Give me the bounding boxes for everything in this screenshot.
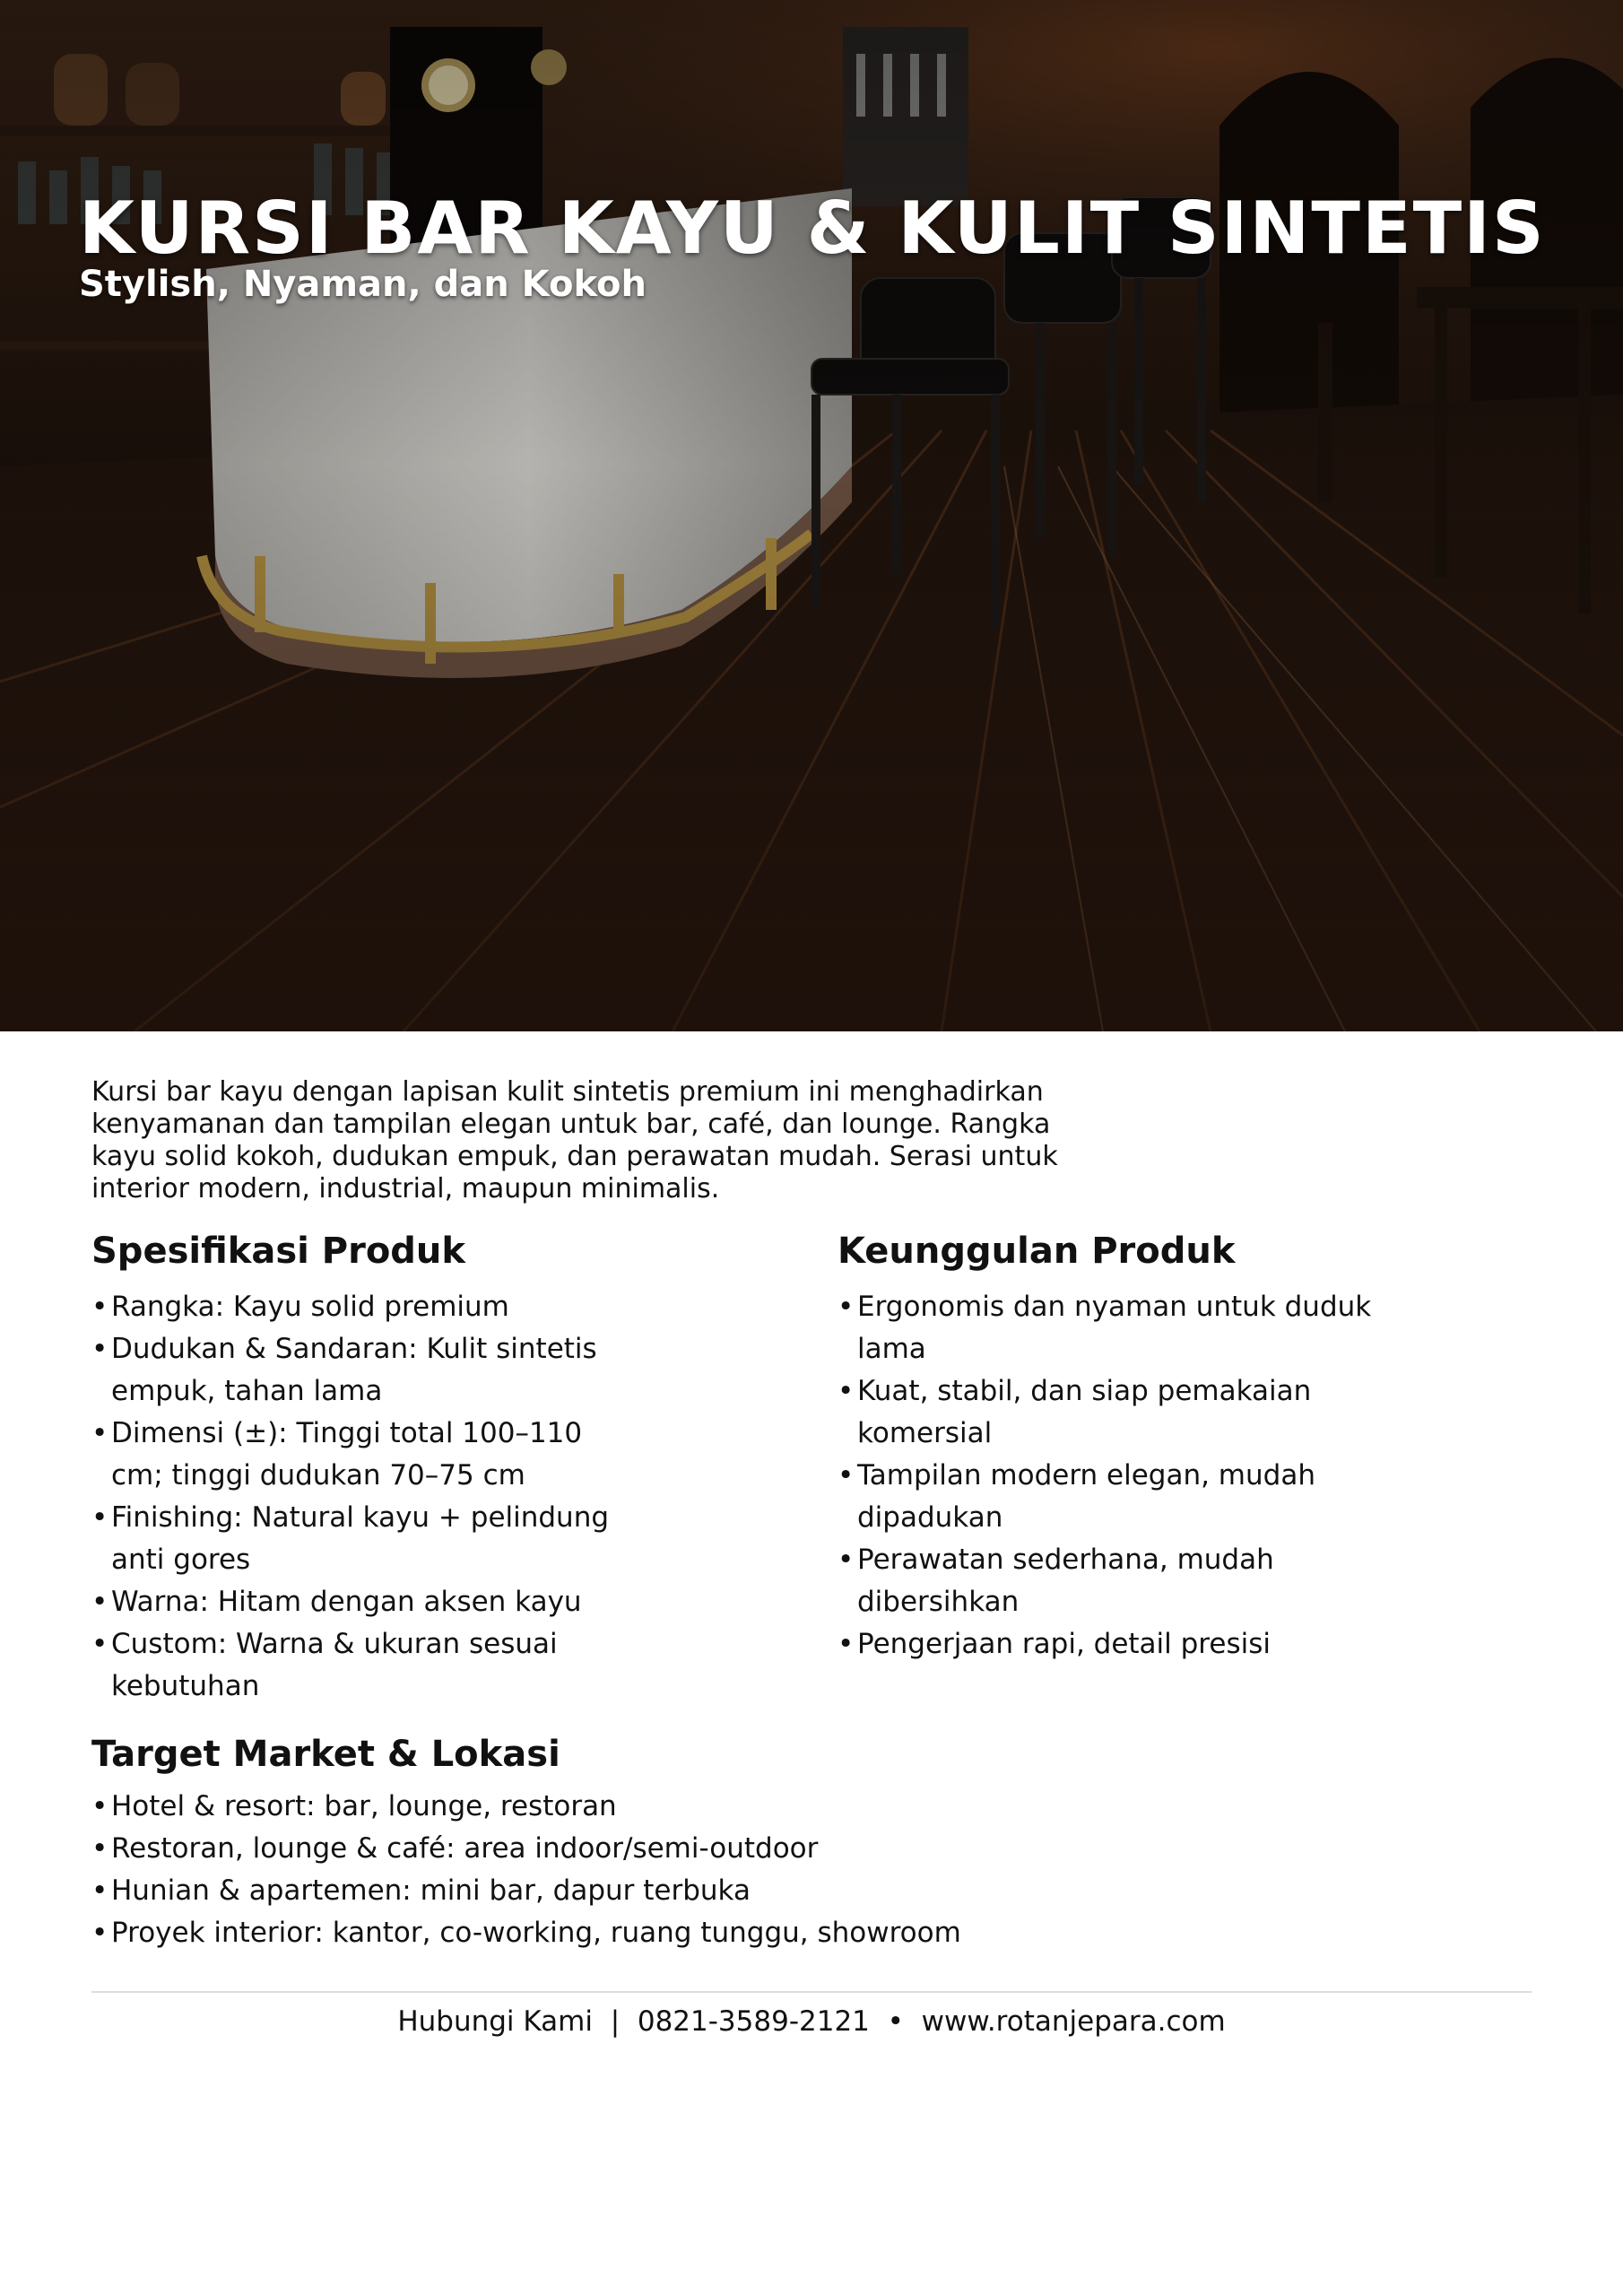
hero-subtitle: Stylish, Nyaman, dan Kokoh (79, 264, 647, 305)
keunggulan-list (838, 1286, 1411, 1665)
list-item: • Pengerjaan rapi, detail presisi (838, 1623, 1411, 1665)
contact-footer: Hubungi Kami | 0821-3589-2121 • www.rotanjepara.com (397, 2005, 1226, 2038)
bar-interior-illustration (0, 0, 1623, 1031)
intro-paragraph: Kursi bar kayu dengan lapisan kulit sintetis premium ini menghadirkan kenyamanan dan tampilan elegan untuk bar, café, dan lounge. Rangka kayu solid kokoh, dudukan empuk, dan perawatan mudah. Serasi untuk interior modern, industrial, maupun minimalis. (91, 1076, 1058, 1205)
keunggulan-heading: Keunggulan Produk (838, 1231, 1236, 1272)
list-item: • Kuat, stabil, dan siap pemakaian komersial (838, 1370, 1411, 1455)
hero-title: KURSI BAR KAYU & KULIT SINTETIS (79, 187, 1546, 270)
spesifikasi-list (91, 1286, 612, 1708)
spesifikasi-heading: Spesifikasi Produk (91, 1231, 466, 1272)
target-heading: Target Market & Lokasi (91, 1734, 560, 1775)
list-item: • Finishing: Natural kayu + pelindung anti gores (91, 1497, 612, 1581)
target-list (91, 1786, 1167, 1954)
footer-divider (91, 1991, 1532, 1993)
list-item: • Ergonomis dan nyaman untuk duduk lama (838, 1286, 1411, 1370)
list-item: • Dudukan & Sandaran: Kulit sintetis empuk, tahan lama (91, 1328, 612, 1413)
list-item: • Tampilan modern elegan, mudah dipadukan (838, 1455, 1411, 1539)
list-item: • Custom: Warna & ukuran sesuai kebutuhan (91, 1623, 612, 1708)
list-item: • Restoran, lounge & café: area indoor/semi-outdoor (91, 1828, 1167, 1870)
list-item: • Hotel & resort: bar, lounge, restoran (91, 1786, 1167, 1828)
list-item: • Perawatan sederhana, mudah dibersihkan (838, 1539, 1411, 1623)
list-item: • Hunian & apartemen: mini bar, dapur terbuka (91, 1870, 1167, 1912)
list-item: • Dimensi (±): Tinggi total 100–110 cm; tinggi dudukan 70–75 cm (91, 1413, 612, 1497)
list-item: • Proyek interior: kantor, co-working, ruang tunggu, showroom (91, 1912, 1167, 1954)
list-item: • Warna: Hitam dengan aksen kayu (91, 1581, 612, 1623)
list-item: • Rangka: Kayu solid premium (91, 1286, 612, 1328)
hero-photo (0, 0, 1623, 1031)
